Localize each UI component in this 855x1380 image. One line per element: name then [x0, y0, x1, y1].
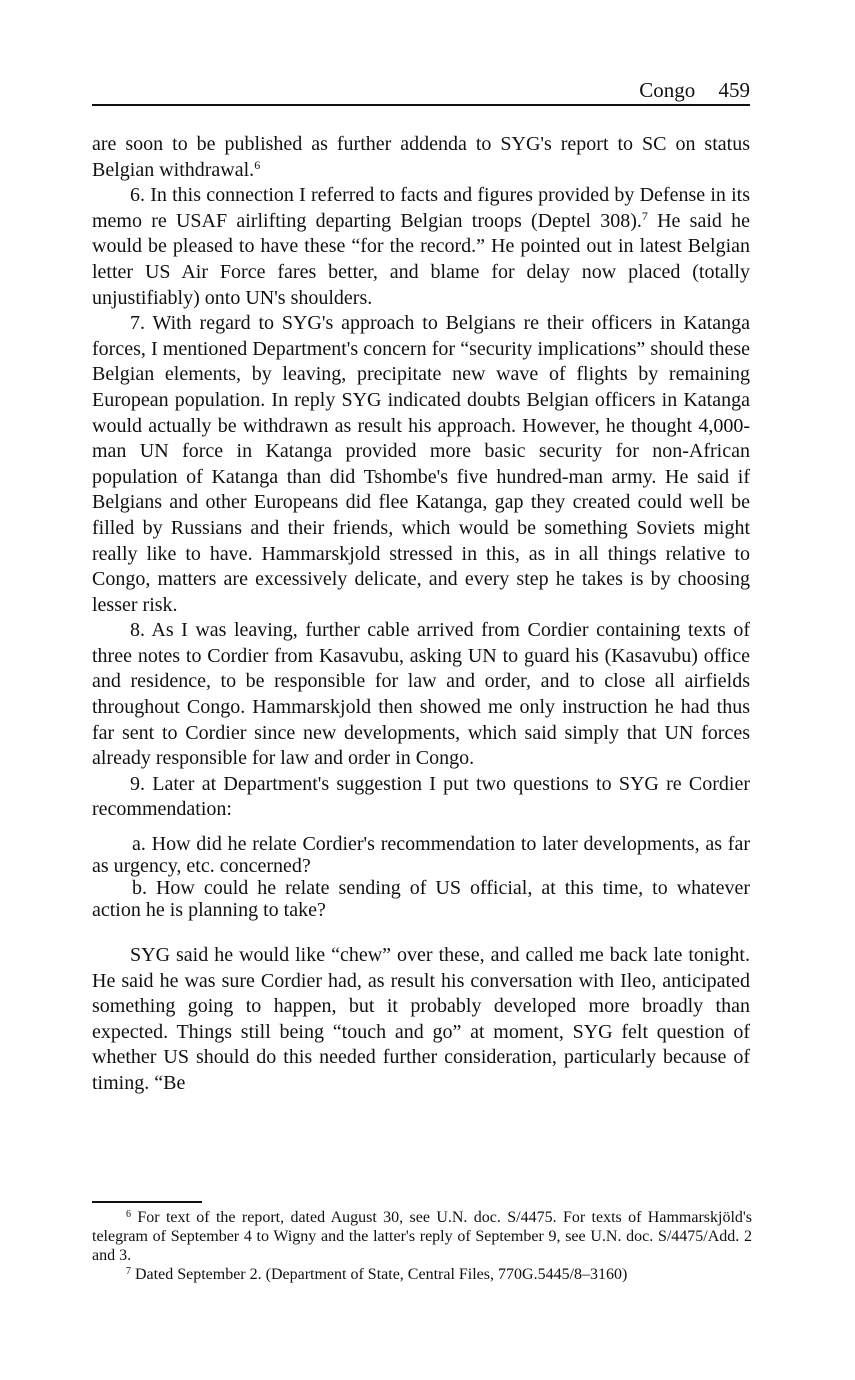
paragraph-9: 9. Later at Department's suggestion I put two questions to SYG re Cordier recommendation: — [92, 772, 750, 821]
footnote-marker: 7 — [126, 1266, 131, 1277]
question-a: a. How did he relate Cordier's recommendation to later developments, as far as urgency, etc. concerned? — [92, 833, 750, 878]
paragraph-continued — [92, 132, 750, 183]
footnote-ref-7: 7 — [641, 208, 648, 223]
paragraph-text: are soon to be published as further addenda to SYG's report to SC on status Belgian withdrawal. — [92, 133, 750, 181]
footnote-text: For text of the report, dated August 30, see U.N. doc. S/4475. For texts of Hammarskjöld's telegram of September 4 to Wigny and the latter's reply of September 9, see U.N. doc. S/4475/Add. 2 and 3. — [92, 1209, 752, 1264]
paragraph-text: 6. In this connection I referred to facts and figures provided by Defense in its memo re USAF airlifting departing Belgian troops (Deptel 308). — [92, 184, 750, 232]
footnote-7 — [92, 1265, 752, 1284]
footnote-rule — [92, 1201, 202, 1203]
page-number: 459 — [718, 78, 750, 102]
paragraph-text-tail: He said he would be pleased to have these “for the record.” He pointed out in latest Belgian letter US Air Force fares better, and blame for delay now placed (totally unjustifiably) onto UN's shoulders. — [92, 209, 750, 309]
running-header — [92, 78, 750, 106]
main-text — [92, 132, 750, 1097]
paragraph-7: 7. With regard to SYG's approach to Belgians re their officers in Katanga forces, I mentioned Department's concern for “security implications” should these Belgian elements, by leaving, precipitate new wave of flights by remaining European population. In reply SYG indicated doubts Belgian officers in Katanga would actually be withdrawn as result his approach. However, he thought 4,000-man UN force in Katanga provided more basic security for non-African population of Katanga than did Tshombe's five hundred-man army. He said if Belgians and other Europeans did flee Katanga, gap they created could well be filled by Russians and their friends, which would be something Soviets might really like to have. Hammarskjold stressed in this, as in all things relative to Congo, matters are excessively delicate, and every step he takes is by choosing lesser risk. — [92, 312, 750, 616]
footnotes — [92, 1208, 752, 1284]
footnote-marker: 6 — [126, 1209, 131, 1220]
footnote-ref-6: 6 — [254, 157, 261, 172]
footnote-6 — [92, 1208, 752, 1265]
question-list — [92, 833, 750, 921]
paragraph-6 — [92, 183, 750, 311]
footnote-text: Dated September 2. (Department of State, Central Files, 770G.5445/8–3160) — [135, 1266, 628, 1283]
closing-paragraph: SYG said he would like “chew” over these, and called me back late tonight. He said he was sure Cordier had, as result his conversation with Ileo, anticipated something going to happen, but it probably developed more broadly than expected. Things still being “touch and go” at moment, SYG felt question of whether US should do this needed further consideration, particularly because of timing. “Be — [92, 944, 750, 1094]
paragraph-8: 8. As I was leaving, further cable arrived from Cordier containing texts of three notes to Cordier from Kasavubu, asking UN to guard his (Kasavubu) office and residence, to be responsible for law and order, and to close all airfields throughout Congo. Hammarskjold then showed me only instruction he had thus far sent to Cordier since new developments, which said simply that UN forces already responsible for law and order in Congo. — [92, 619, 750, 770]
question-b: b. How could he relate sending of US official, at this time, to whatever action he is planning to take? — [92, 877, 750, 922]
running-header-title: Congo — [639, 78, 696, 102]
